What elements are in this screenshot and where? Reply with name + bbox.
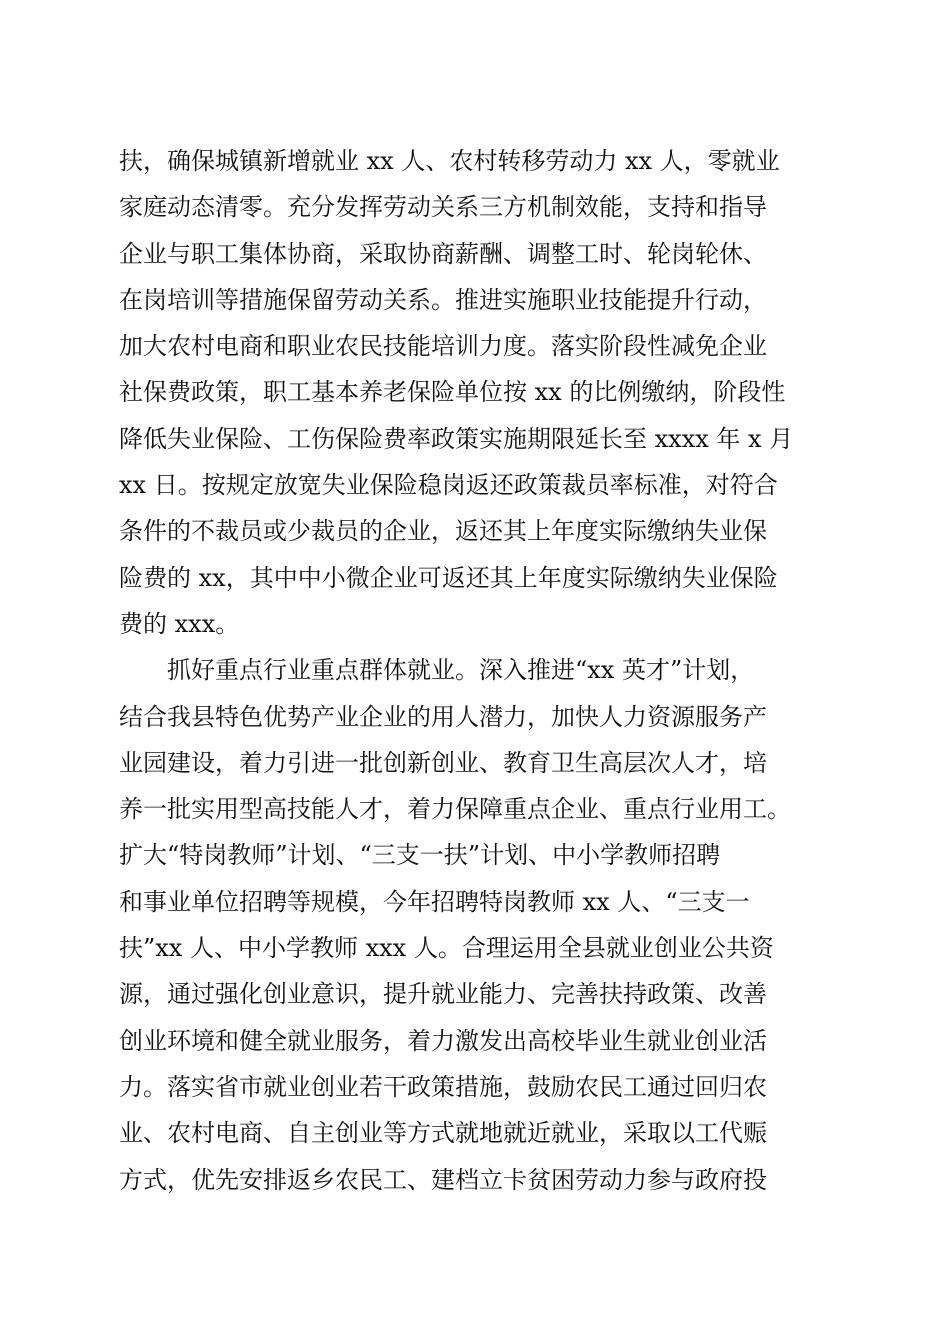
text-line: 创业环境和健全就业服务，着力激发出高校毕业生就业创业活 (119, 1026, 767, 1055)
text-line: 养一批实用型高技能人才，着力保障重点企业、重点行业用工。 (119, 795, 791, 824)
text-line-indented: 抓好重点行业重点群体就业。深入推进“xx 英才”计划， (167, 656, 755, 685)
text-line: xx 日。按规定放宽失业保险稳岗返还政策裁员率标准，对符合 (119, 471, 778, 500)
text-line: 条件的不裁员或少裁员的企业，返还其上年度实际缴纳失业保 (119, 517, 767, 546)
text-line: 费的 xxx。 (119, 609, 240, 638)
text-line: 和事业单位招聘等规模，今年招聘特岗教师 xx 人、“三支一 (119, 887, 750, 916)
text-line: 业园建设，着力引进一批创新创业、教育卫生高层次人才，培 (119, 748, 767, 777)
text-line: 力。落实省市就业创业若干政策措施，鼓励农民工通过回归农 (119, 1072, 767, 1101)
text-line: 加大农村电商和职业农民技能培训力度。落实阶段性减免企业 (119, 332, 767, 361)
paragraph-1 (119, 138, 831, 647)
text-line: 企业与职工集体协商，采取协商薪酬、调整工时、轮岗轮休、 (119, 239, 767, 268)
text-line: 降低失业保险、工伤保险费率政策实施期限延长至 xxxx 年 x 月 (119, 424, 794, 453)
paragraph-2 (119, 647, 831, 1203)
text-line: 结合我县特色优势产业企业的用人潜力，加快人力资源服务产 (119, 702, 767, 731)
text-line: 社保费政策，职工基本养老保险单位按 xx 的比例缴纳，阶段性 (119, 378, 786, 407)
text-line: 扶”xx 人、中小学教师 xxx 人。合理运用全县就业创业公共资 (119, 934, 774, 963)
text-line: 扩大“特岗教师”计划、“三支一扶”计划、中小学教师招聘 (119, 841, 721, 870)
text-line: 扶，确保城镇新增就业 xx 人、农村转移劳动力 xx 人，零就业 (119, 147, 780, 175)
text-line: 在岗培训等措施保留劳动关系。推进实施职业技能提升行动， (119, 285, 767, 314)
document-body (119, 138, 831, 1203)
text-line: 方式，优先安排返乡农民工、建档立卡贫困劳动力参与政府投 (119, 1165, 767, 1194)
text-line: 业、农村电商、自主创业等方式就地就近就业，采取以工代赈 (119, 1119, 767, 1148)
text-line: 源，通过强化创业意识，提升就业能力、完善扶持政策、改善 (119, 980, 767, 1009)
text-line: 险费的 xx，其中中小微企业可返还其上年度实际缴纳失业保险 (119, 563, 778, 592)
text-line: 家庭动态清零。充分发挥劳动关系三方机制效能，支持和指导 (119, 193, 767, 222)
